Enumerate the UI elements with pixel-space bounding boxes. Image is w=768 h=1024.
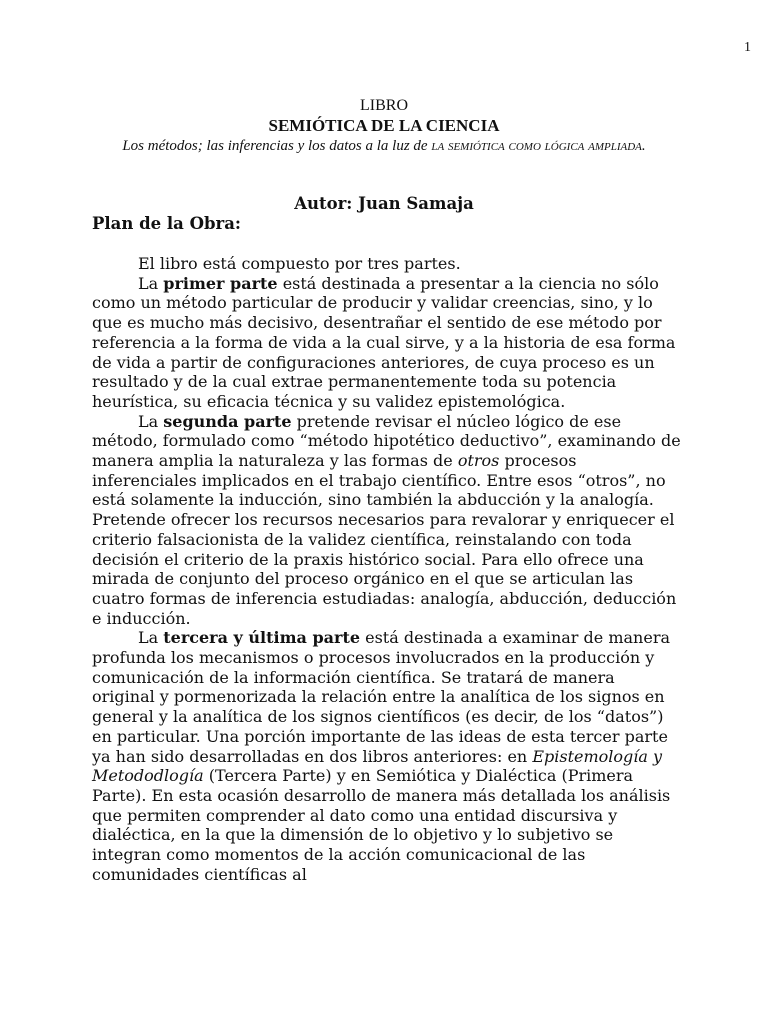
- p3-mid: está destinada a examinar de manera profunda los mecanismos o procesos involucrados en la producción y comunicación de la información científica. Se tratará de manera original y pormenorizada la relación entre la analítica de los signos en general y la analítica de los signos científicos (es decir, de los “datos”) en particular. Una porción importante de las ideas de esta tercer parte ya han sido desarrolladas en dos libros anteriores: en: [92, 628, 671, 766]
- p3-italic: Epistemología y Metododlogía: [92, 746, 663, 786]
- p3-pre: La: [138, 628, 164, 648]
- p1-rest: está destinada a presentar a la ciencia no sólo como un método particular de producir y validar creencias, sino, y lo que es mucho más decisivo, desentrañar el sentido de ese método por referencia a la forma de vida a la cual sirve, y a la historia de esa forma de vida a partir de configuraciones anteriores, de cuya proceso es un resultado y de la cual extrae permanentemente toda su potencia heurística, su eficacia técnica y su validez epistemológica.: [92, 273, 676, 411]
- author-line: Autor: Juan Samaja: [294, 194, 474, 213]
- book-title: SEMIÓTICA DE LA CIENCIA: [268, 116, 500, 135]
- page-number: 1: [744, 40, 751, 55]
- p3-bold: tercera y última parte: [163, 628, 361, 648]
- header-kicker: LIBRO: [360, 97, 408, 114]
- p1-bold: primer parte: [163, 273, 278, 293]
- subtitle-lead: Los métodos; las inferencias y los datos a la luz de: [122, 138, 432, 154]
- document-header: [0, 96, 768, 156]
- p2-bold: segunda parte: [163, 411, 292, 431]
- body-text: [92, 254, 682, 885]
- p2-italic: otros: [457, 451, 500, 471]
- p1-pre: La: [138, 273, 164, 293]
- paragraph-intro: El libro está compuesto por tres partes.: [138, 254, 461, 273]
- paragraph-primer-parte: [92, 274, 682, 412]
- subtitle-end: .: [641, 138, 646, 154]
- book-subtitle: [84, 136, 684, 156]
- plan-heading: Plan de la Obra:: [92, 214, 241, 233]
- p3-rest: (Tercera Parte) y en Semiótica y Dialéctica (Primera Parte). En esta ocasión desarrollo de manera más detallada los análisis que permiten comprender al dato como una entidad discursiva y dialéctica, en la que la dimensión de lo objetivo y lo subjetivo se integran como momentos de la acción comunicacional de las comunidades científicas al: [92, 766, 671, 884]
- p2-pre: La: [138, 411, 164, 431]
- p2-mid: pretende revisar el núcleo lógico de ese método, formulado como “método hipotético deductivo”, examinando de manera amplia la naturaleza y las formas de: [92, 411, 681, 471]
- subtitle-small-caps: la semiótica como lógica ampliada: [431, 138, 642, 154]
- paragraph-tercera-parte: [92, 628, 682, 884]
- paragraph-segunda-parte: [92, 412, 682, 629]
- p2-rest: procesos inferenciales implicados en el trabajo científico. Entre esos “otros”, no está solamente la inducción, sino también la abducción y la analogía. Pretende ofrecer los recursos necesarios para revalorar y enriquecer el criterio falsacionista de la validez científica, reinstalando con toda decisión el criterio de la praxis histórico social. Para ello ofrece una mirada de conjunto del proceso orgánico en el que se articulan las cuatro formas de inferencia estudiadas: analogía, abducción, deducción e inducción.: [92, 451, 677, 628]
